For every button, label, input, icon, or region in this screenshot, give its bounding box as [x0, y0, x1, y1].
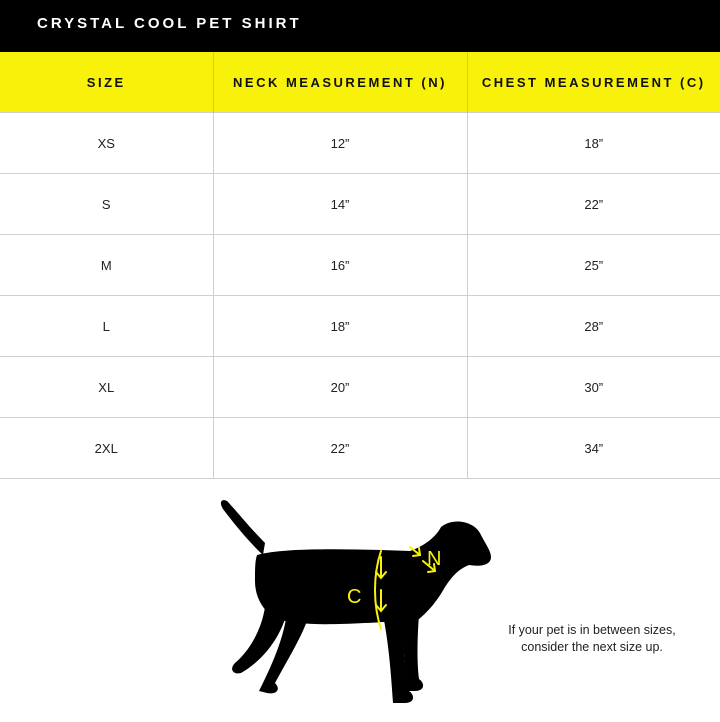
neck-cell: 14”	[213, 174, 467, 235]
size-cell: 2XL	[0, 418, 213, 479]
title-bar	[0, 0, 720, 52]
column-header-size: SIZE	[0, 52, 213, 113]
neck-cell: 22”	[213, 418, 467, 479]
chest-cell: 30”	[467, 357, 720, 418]
neck-marker-label: N	[427, 548, 442, 570]
neck-cell: 12”	[213, 113, 467, 174]
dog-silhouette-icon	[205, 495, 505, 710]
size-cell: L	[0, 296, 213, 357]
sizing-note-line-2: consider the next size up.	[521, 640, 663, 654]
size-cell: XL	[0, 357, 213, 418]
size-cell: M	[0, 235, 213, 296]
chest-cell: 28”	[467, 296, 720, 357]
size-chart-table	[0, 52, 720, 479]
chest-cell: 18”	[467, 113, 720, 174]
column-header-neck: NECK MEASUREMENT (N)	[213, 52, 467, 113]
table-row	[0, 296, 720, 357]
neck-cell: 18”	[213, 296, 467, 357]
table-row	[0, 235, 720, 296]
chest-cell: 25”	[467, 235, 720, 296]
table-header-row	[0, 52, 720, 113]
neck-cell: 20”	[213, 357, 467, 418]
dog-illustration	[205, 495, 505, 710]
size-cell: XS	[0, 113, 213, 174]
sizing-note-line-1: If your pet is in between sizes,	[508, 623, 676, 637]
page-title: CRYSTAL COOL PET SHIRT	[37, 15, 302, 32]
table-row	[0, 357, 720, 418]
size-cell: S	[0, 174, 213, 235]
table-row	[0, 418, 720, 479]
neck-cell: 16”	[213, 235, 467, 296]
table-row	[0, 113, 720, 174]
chest-cell: 34”	[467, 418, 720, 479]
chest-cell: 22”	[467, 174, 720, 235]
column-header-chest: CHEST MEASUREMENT (C)	[467, 52, 720, 113]
chest-marker-label: C	[347, 586, 362, 608]
table-row	[0, 174, 720, 235]
sizing-note	[492, 622, 692, 656]
